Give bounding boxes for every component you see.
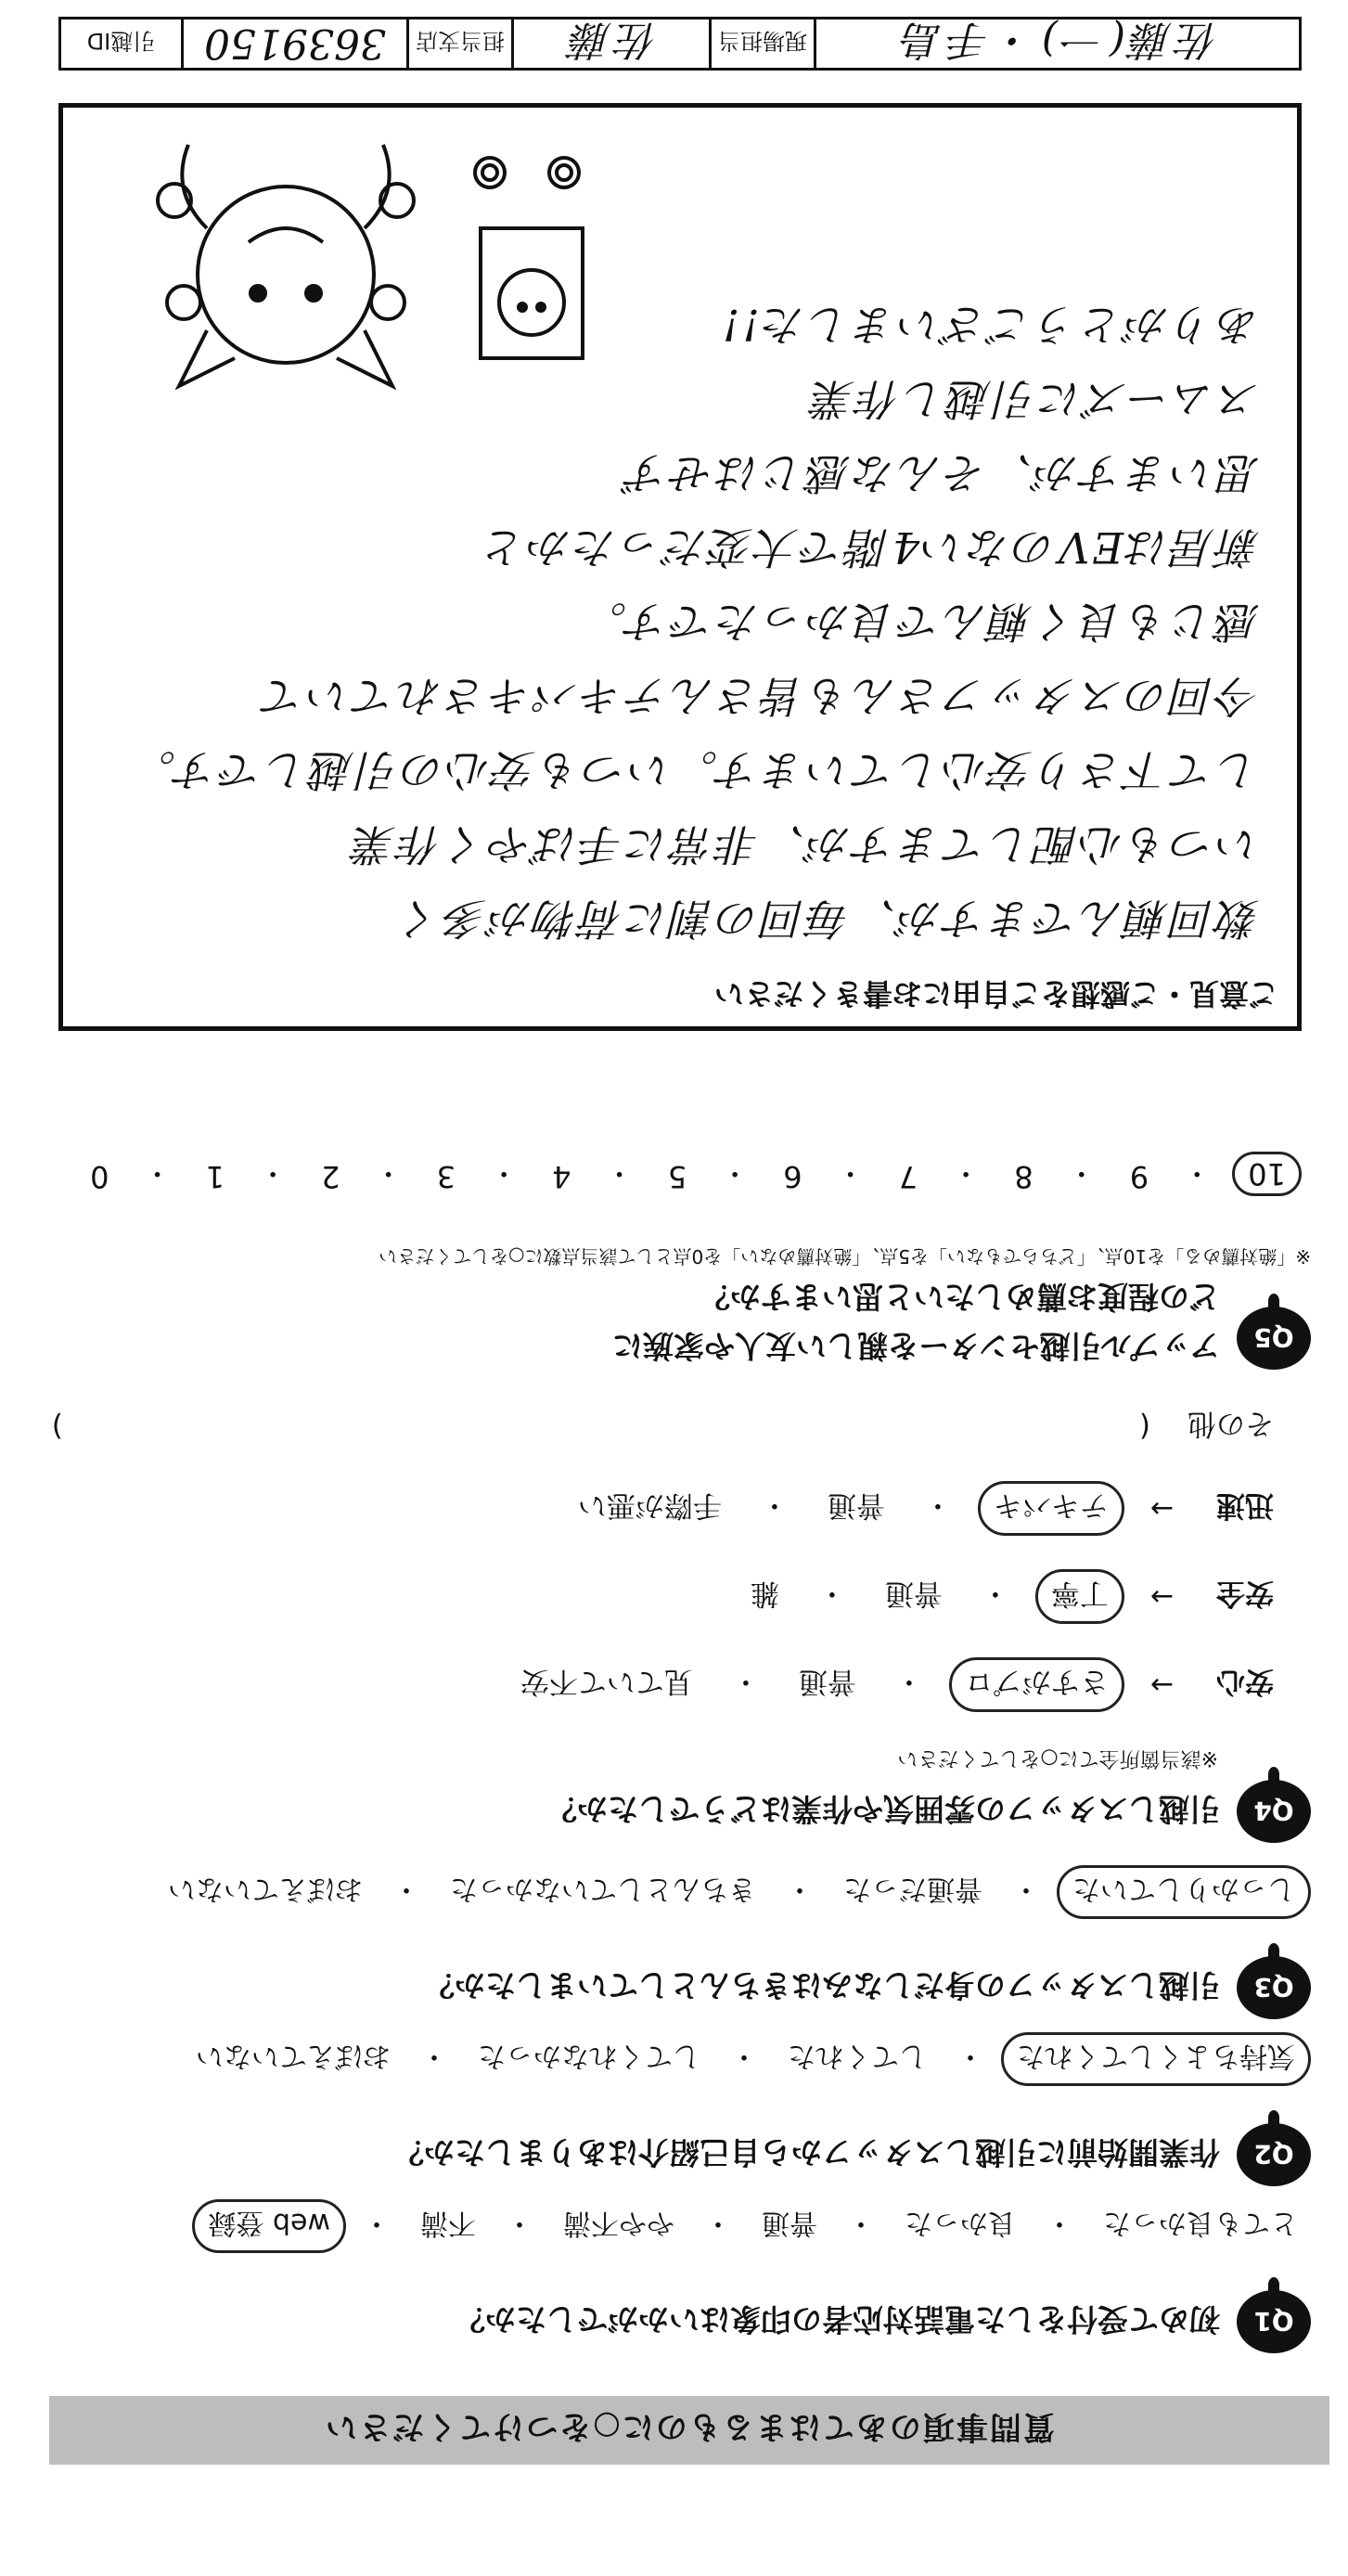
q4-option[interactable]: 雑 (750, 1577, 779, 1610)
q4-option[interactable]: 見ていて不安 (520, 1665, 693, 1698)
question-2 (31, 2032, 1311, 2186)
q5-score[interactable]: 1 (205, 1159, 225, 1194)
q4-option-selected[interactable]: テキパキ (978, 1481, 1124, 1536)
q4-badge: Q4 (1237, 1780, 1311, 1843)
q3-option[interactable]: おぼえていない (168, 1873, 363, 1905)
comment-line: ありがとうございました!! (720, 300, 1260, 350)
comment-line: 思いますが、そんな感じはせず (623, 448, 1260, 498)
staff-signature: 佐藤(一)・手島 (896, 16, 1219, 63)
q1-option[interactable]: 普通 (762, 2207, 817, 2239)
q5-score[interactable]: 9 (1129, 1159, 1149, 1194)
q2-option[interactable]: おぼえていない (196, 2040, 391, 2072)
q2-option[interactable]: してくれなかった (478, 2040, 700, 2072)
q3-option[interactable]: 普通だった (843, 1873, 982, 1905)
character-doodle-icon (100, 135, 620, 414)
comment-line: 今回のスタッフさんも皆さんテキパキされていて (260, 671, 1260, 721)
q3-option[interactable]: きちんとしていなかった (450, 1873, 756, 1905)
id-table (58, 17, 1302, 71)
q5-text-line1: アップル引越センターを親しい友人や家族に (611, 1328, 1220, 1364)
q4-option-selected[interactable]: 丁寧 (1035, 1569, 1124, 1624)
q3-option-selected[interactable]: しっかりしていた (1057, 1865, 1311, 1919)
q5-score[interactable]: 3 (436, 1159, 456, 1194)
question-4 (31, 1406, 1311, 1843)
q5-score[interactable]: 8 (1014, 1159, 1033, 1194)
instruction-text: 質問事項のあてはまるものに○をつけてください (324, 2408, 1055, 2446)
q5-score[interactable]: 7 (898, 1159, 918, 1194)
q3-badge: Q3 (1237, 1956, 1311, 2019)
q2-text: 作業開始前に引越しスタッフから自己紹介はありましたか？ (393, 2134, 1220, 2171)
q5-score[interactable]: 5 (667, 1159, 687, 1194)
q1-option[interactable]: 良かった (905, 2207, 1016, 2239)
q1-options: とても良かった ・ 良かった ・ 普通 ・ やや不満 ・ 不満 ・ web 登録 (31, 2199, 1311, 2253)
comment-line: 感じも良く頼んで良かったです。 (581, 597, 1260, 647)
q4-row-label: 迅速 (1216, 1488, 1274, 1522)
q5-score-selected[interactable]: 10 (1232, 1152, 1302, 1196)
q2-badge: Q2 (1237, 2123, 1311, 2186)
q3-text: 引越しスタッフの身だしなみはきちんとしていましたか？ (424, 1967, 1220, 2004)
q3-options: しっかりしていた ・ 普通だった ・ きちんとしていなかった ・ おぼえていない (31, 1865, 1311, 1919)
q4-other-open: ( (1138, 1410, 1150, 1444)
q5-text-line2: どの程度お薦めしたいと思いますか？ (700, 1279, 1220, 1315)
instruction-banner (49, 2396, 1329, 2465)
q4-note: ※該当箇所全てに○をしてください (897, 1746, 1218, 1770)
comment-title: ご意見・ご感想をご自由にお書きください (713, 976, 1278, 1011)
comment-line: 新居はEVのない4階で大変だったかと (480, 522, 1260, 573)
move-id-label: 引越ID (61, 19, 184, 68)
q4-other-row (31, 1406, 1274, 1448)
comment-line: いつも心配してますが、非常に手ばやく作業 (351, 819, 1260, 869)
q2-options: 気持ちよくしてくれた ・ してくれた ・ してくれなかった ・ おぼえていない (31, 2032, 1311, 2086)
q4-text: 引越しスタッフの雰囲気や作業はどうでしたか？ (546, 1791, 1220, 1828)
question-5 (31, 1152, 1311, 1370)
q1-text: 初めて受付をした電話対応者の印象はいかがでしたか？ (455, 2301, 1220, 2338)
leader-signature: 佐藤 (514, 19, 712, 68)
q1-option-selected[interactable]: web 登録 (192, 2199, 346, 2253)
q5-score[interactable]: 4 (552, 1159, 571, 1194)
comment-line: して下さり安心しています。いつも安心の引越しです。 (130, 745, 1260, 795)
q4-row-anzen: 安全 → 丁寧 ・ 普通 ・ 雑 (31, 1569, 1274, 1624)
q4-row-label: 安全 (1216, 1577, 1274, 1610)
q1-option[interactable]: やや不満 (563, 2207, 674, 2239)
question-3 (31, 1865, 1311, 2019)
arrow-right-icon: → (1149, 1668, 1174, 1701)
move-id-value: 3639150 (184, 19, 409, 68)
q4-row-label: 安心 (1216, 1665, 1274, 1698)
q5-badge: Q5 (1237, 1307, 1311, 1370)
comment-line: スムーズに引越し作業 (809, 374, 1260, 424)
q5-note: ※「絶対薦める」を10点、「どちらでもない」を5点、「絶対薦めない」を0点として該当点数に○をしてください (379, 1245, 1311, 1268)
comment-box[interactable] (58, 103, 1302, 1031)
q4-option-selected[interactable]: さすがプロ (949, 1657, 1124, 1712)
comment-line: 数回頼んでますが、毎回の割に荷物が多く (396, 894, 1260, 944)
question-1 (31, 2199, 1311, 2353)
arrow-right-icon: → (1149, 1492, 1174, 1525)
q2-option-selected[interactable]: 気持ちよくしてくれた (1001, 2032, 1311, 2086)
q5-score[interactable]: 2 (321, 1159, 340, 1194)
q5-score[interactable]: 0 (90, 1159, 109, 1194)
q4-other-close: ) (51, 1410, 63, 1444)
q4-row-jinsoku: 迅速 → テキパキ ・ 普通 ・ 手際が悪い (31, 1481, 1274, 1536)
q4-option[interactable]: 手際が悪い (577, 1488, 722, 1522)
q1-option[interactable]: 不満 (420, 2207, 476, 2239)
leader-label: 現場担当 (712, 19, 816, 68)
q1-badge: Q1 (1237, 2290, 1311, 2353)
q4-option[interactable]: 普通 (827, 1488, 885, 1522)
branch-label: 担当支店 (409, 19, 514, 68)
q4-other-label: その他 (1188, 1407, 1274, 1440)
arrow-right-icon: → (1149, 1580, 1174, 1613)
q1-option[interactable]: とても良かった (1103, 2207, 1298, 2239)
q5-score[interactable]: 6 (783, 1159, 802, 1194)
q5-scale: 10 ・ 9 ・ 8 ・ 7 ・ 6 ・ 5 ・ 4 ・ 3 ・ 2 ・ 1 ・ 0 (77, 1152, 1302, 1196)
q4-option[interactable]: 普通 (884, 1577, 943, 1610)
q4-row-anshin: 安心 → さすがプロ ・ 普通 ・ 見ていて不安 (31, 1657, 1274, 1712)
q4-option[interactable]: 普通 (798, 1665, 856, 1698)
q2-option[interactable]: してくれた (788, 2040, 927, 2072)
